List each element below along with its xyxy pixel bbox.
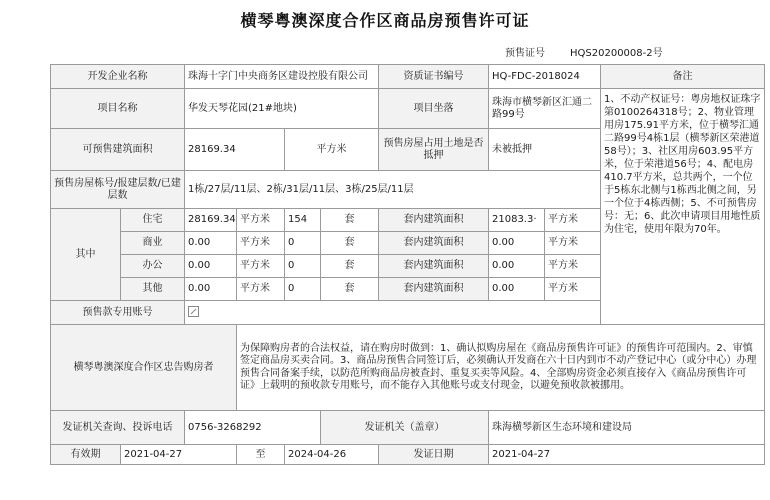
breakdown-count: 154 bbox=[285, 209, 321, 232]
issuer-value: 珠海横琴新区生态环境和建设局 bbox=[489, 411, 765, 445]
mortgage-value: 未被抵押 bbox=[489, 129, 601, 171]
breakdown-count-unit: 套 bbox=[321, 278, 379, 301]
breakdown-inner: 0.00 bbox=[489, 278, 545, 301]
breakdown-inner-label: 套内建筑面积 bbox=[379, 278, 489, 301]
breakdown-inner-unit: 平方米 bbox=[545, 255, 601, 278]
buildings-value: 1栋/27层/11层、2栋/31层/11层、3栋/25层/11层 bbox=[185, 171, 601, 209]
developer-value: 珠海十字门中央商务区建设控股有限公司 bbox=[185, 65, 379, 89]
breakdown-area-unit: 平方米 bbox=[237, 255, 285, 278]
qualification-value: HQ-FDC-2018024 bbox=[489, 65, 601, 89]
presale-area-unit: 平方米 bbox=[285, 129, 379, 171]
breakdown-inner: 21083.3· bbox=[489, 209, 545, 232]
breakdown-area-unit: 平方米 bbox=[237, 232, 285, 255]
project-value: 华发天琴花园(21#地块) bbox=[185, 89, 379, 129]
breakdown-count-unit: 套 bbox=[321, 209, 379, 232]
breakdown-count: 0 bbox=[285, 278, 321, 301]
escrow-checkbox-icon bbox=[188, 306, 199, 317]
breakdown-area: 0.00 bbox=[185, 255, 237, 278]
remarks-cell bbox=[601, 89, 765, 325]
breakdown-inner-unit: 平方米 bbox=[545, 209, 601, 232]
presale-area-value: 28169.34 bbox=[185, 129, 285, 171]
presale-area-label: 可预售建筑面积 bbox=[51, 129, 185, 171]
breakdown-area: 0.00 bbox=[185, 232, 237, 255]
breakdown-type: 住宅 bbox=[121, 209, 185, 232]
issue-date-label: 发证日期 bbox=[379, 445, 489, 465]
cert-no-value: HQS20200008-2号 bbox=[570, 48, 663, 59]
location-label: 项目坐落 bbox=[379, 89, 489, 129]
breakdown-label: 其中 bbox=[51, 209, 121, 301]
breakdown-area-unit: 平方米 bbox=[237, 209, 285, 232]
breakdown-area: 28169.34 bbox=[185, 209, 237, 232]
breakdown-inner-unit: 平方米 bbox=[545, 232, 601, 255]
permit-table bbox=[50, 64, 765, 465]
cert-no-label: 预售证号 bbox=[505, 48, 545, 59]
breakdown-inner-label: 套内建筑面积 bbox=[379, 255, 489, 278]
mortgage-label: 预售房屋占用土地是否抵押 bbox=[379, 129, 489, 171]
breakdown-inner-label: 套内建筑面积 bbox=[379, 232, 489, 255]
project-label: 项目名称 bbox=[51, 89, 185, 129]
notice-cell bbox=[237, 325, 765, 411]
remarks-text: 1、不动产权证号：粤房地权证珠字第0100264318号；2、物业管理用房175.91平方米，位于横琴汇通二路99号4栋1层（横琴新区荣港道58号）；3、社区用房603.95平方米，位于荣港道56号；4、配电房410.7平方米，总共两个，一个位于5栋东北侧与1栋西北侧之间，另一个位于4栋西侧；5、不可预售房号：无；6、此次申请项目用地性质为住宅，使用年限为70年。 bbox=[604, 94, 761, 235]
remarks-label: 备注 bbox=[601, 65, 765, 89]
breakdown-count: 0 bbox=[285, 232, 321, 255]
breakdown-inner-unit: 平方米 bbox=[545, 278, 601, 301]
escrow-value bbox=[185, 301, 601, 325]
breakdown-type: 商业 bbox=[121, 232, 185, 255]
breakdown-count: 0 bbox=[285, 255, 321, 278]
buildings-label: 预售房屋栋号/报建层数/已建层数 bbox=[51, 171, 185, 209]
issuer-label: 发证机关（盖章） bbox=[321, 411, 489, 445]
location-value: 珠海市横琴新区汇通二路99号 bbox=[489, 89, 601, 129]
breakdown-area: 0.00 bbox=[185, 278, 237, 301]
breakdown-inner-label: 套内建筑面积 bbox=[379, 209, 489, 232]
notice-text: 为保障购房者的合法权益，请在购房时做到：1、确认拟购房屋在《商品房预售许可证》的预售许可范围内。2、审慎签定商品房买卖合同。3、商品房预售合同签订后，必须确认开发商在六十日内到市不动产登记中心（或分中心）办理预售合同备案手续，以防范所购商品房被查封、重复买卖等风险。4、全部购房资金必须直接存入《商品房预售许可证》上载明的预收款专用账号，而不能存入其他账号或支付现金，以避免预收款被挪用。 bbox=[240, 342, 757, 391]
breakdown-inner: 0.00 bbox=[489, 255, 545, 278]
breakdown-inner: 0.00 bbox=[489, 232, 545, 255]
validity-to: 2024-04-26 bbox=[285, 445, 379, 465]
developer-label: 开发企业名称 bbox=[51, 65, 185, 89]
page-title: 横琴粤澳深度合作区商品房预售许可证 bbox=[240, 11, 530, 30]
notice-label: 横琴粤澳深度合作区忠告购房者 bbox=[51, 325, 237, 411]
breakdown-count-unit: 套 bbox=[321, 232, 379, 255]
breakdown-count-unit: 套 bbox=[321, 255, 379, 278]
breakdown-type: 其他 bbox=[121, 278, 185, 301]
issuer-contact-label: 发证机关查询、投诉电话 bbox=[51, 411, 185, 445]
qualification-label: 资质证书编号 bbox=[379, 65, 489, 89]
issuer-contact-value: 0756-3268292 bbox=[185, 411, 321, 445]
validity-label: 有效期 bbox=[51, 445, 121, 465]
issue-date-value: 2021-04-27 bbox=[489, 445, 765, 465]
breakdown-type: 办公 bbox=[121, 255, 185, 278]
validity-to-label: 至 bbox=[237, 445, 285, 465]
breakdown-area-unit: 平方米 bbox=[237, 278, 285, 301]
escrow-label: 预售款专用账号 bbox=[51, 301, 185, 325]
validity-from: 2021-04-27 bbox=[121, 445, 237, 465]
